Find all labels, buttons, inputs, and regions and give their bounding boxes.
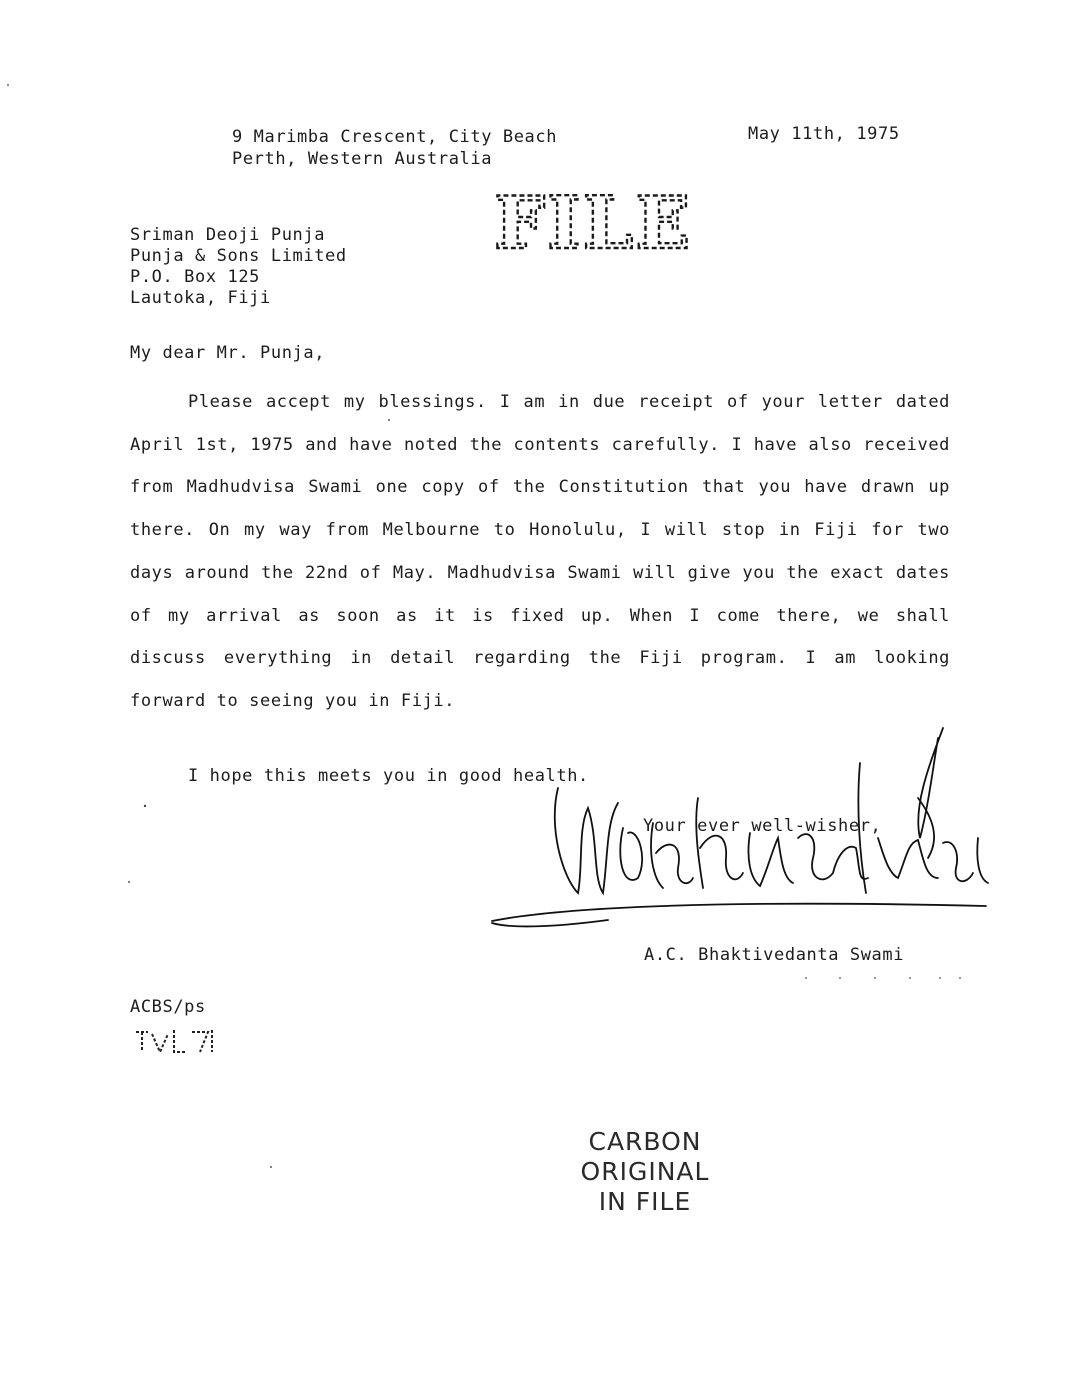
body-paragraph: Please accept my blessings. I am in due receipt of your letter dated April 1st, 1975 and have noted the contents carefully. I have also received from Madhudvisa Swami one copy of the Constitution that you have drawn up there. On my way from Melbourne to Honolulu, I will stop in Fiji for two days around the 22nd of May. Madhudvisa Swami will give you the exact dates of my arrival as soon as it is fixed up. When I come there, we shall discuss everything in detail regarding the Fiji program. I am looking forward to seeing you in Fiji. bbox=[130, 392, 950, 711]
recipient-city: Lautoka, Fiji bbox=[130, 288, 271, 308]
carbon-stamp-line-2: ORIGINAL bbox=[580, 1157, 710, 1186]
initials-stamp-mark bbox=[130, 1024, 230, 1058]
carbon-stamp-line-3: IN FILE bbox=[598, 1187, 692, 1216]
carbon-original-stamp bbox=[560, 1127, 730, 1217]
carbon-stamp-line-1: CARBON bbox=[588, 1127, 702, 1156]
file-stamp-text: FILE bbox=[494, 180, 693, 265]
salutation: My dear Mr. Punja, bbox=[130, 343, 326, 363]
letter-date: May 11th, 1975 bbox=[748, 124, 900, 144]
valediction: Your ever well-wisher, bbox=[643, 816, 882, 836]
recipient-address bbox=[130, 225, 347, 309]
typist-initials: ACBS/ps bbox=[130, 997, 206, 1017]
sender-address-line-1: 9 Marimba Crescent, City Beach bbox=[232, 127, 558, 147]
typed-name: A.C. Bhaktivedanta Swami bbox=[644, 945, 905, 965]
recipient-po-box: P.O. Box 125 bbox=[130, 267, 261, 287]
recipient-company: Punja & Sons Limited bbox=[130, 246, 347, 266]
closing-line: I hope this meets you in good health. bbox=[188, 766, 589, 786]
recipient-name: Sriman Deoji Punja bbox=[130, 225, 326, 245]
sender-address bbox=[232, 126, 557, 170]
sender-address-line-2: Perth, Western Australia bbox=[232, 149, 493, 169]
file-stamp bbox=[492, 180, 693, 265]
